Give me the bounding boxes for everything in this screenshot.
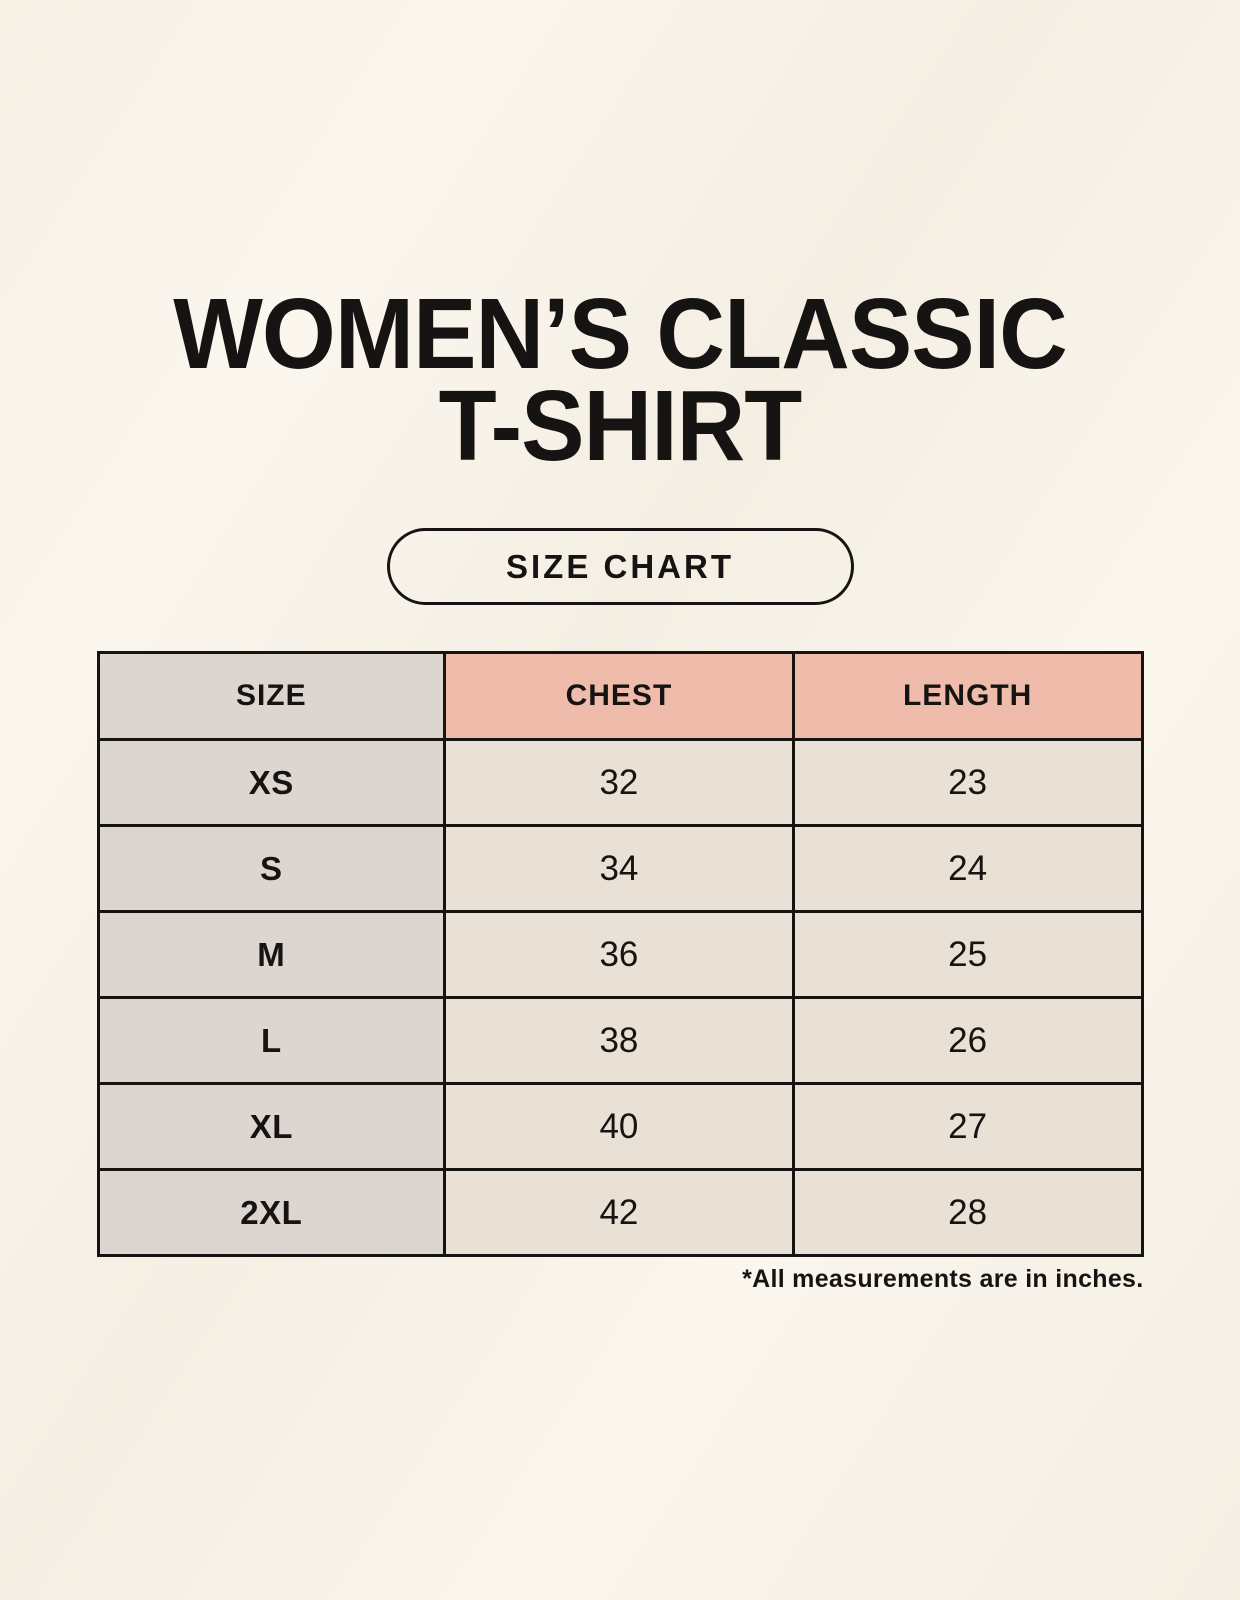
size-table-body xyxy=(98,740,1142,1256)
column-header-size: SIZE xyxy=(98,653,445,740)
table-row xyxy=(98,998,1142,1084)
header-row xyxy=(98,653,1142,740)
chest-cell: 42 xyxy=(445,1170,794,1256)
table-row xyxy=(98,1170,1142,1256)
title-line-1: WOMEN’S CLASSIC xyxy=(173,278,1067,390)
page-title xyxy=(31,0,1209,482)
table-row xyxy=(98,740,1142,826)
table-row xyxy=(98,826,1142,912)
chest-cell: 38 xyxy=(445,998,794,1084)
chest-cell: 34 xyxy=(445,826,794,912)
chest-cell: 36 xyxy=(445,912,794,998)
length-cell: 26 xyxy=(793,998,1142,1084)
length-cell: 24 xyxy=(793,826,1142,912)
size-table-header xyxy=(98,653,1142,740)
chest-cell: 40 xyxy=(445,1084,794,1170)
title-line-2: T-SHIRT xyxy=(438,370,802,482)
size-table xyxy=(97,651,1144,1257)
size-cell: XS xyxy=(98,740,445,826)
measurement-footnote: *All measurements are in inches. xyxy=(742,1265,1144,1293)
length-cell: 28 xyxy=(793,1170,1142,1256)
column-header-length: LENGTH xyxy=(793,653,1142,740)
length-cell: 25 xyxy=(793,912,1142,998)
size-chart-badge xyxy=(387,528,854,605)
size-cell: L xyxy=(98,998,445,1084)
length-cell: 23 xyxy=(793,740,1142,826)
column-header-chest: CHEST xyxy=(445,653,794,740)
size-cell: M xyxy=(98,912,445,998)
table-row xyxy=(98,1084,1142,1170)
chest-cell: 32 xyxy=(445,740,794,826)
table-row xyxy=(98,912,1142,998)
size-cell: S xyxy=(98,826,445,912)
length-cell: 27 xyxy=(793,1084,1142,1170)
size-cell: XL xyxy=(98,1084,445,1170)
size-chart-badge-label: SIZE CHART xyxy=(506,547,734,585)
size-cell: 2XL xyxy=(98,1170,445,1256)
